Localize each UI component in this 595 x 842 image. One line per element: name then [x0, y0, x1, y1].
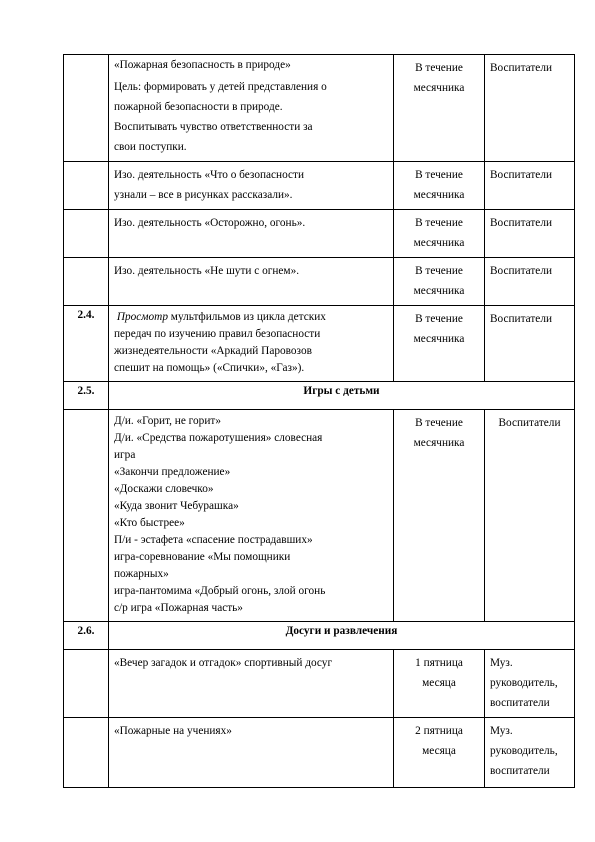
section-row: [64, 622, 575, 650]
timing-cell: [394, 210, 485, 258]
responsible-line: Воспитатели: [490, 313, 553, 325]
table-row: [64, 55, 575, 162]
activity-line: игра-соревнование «Мы помощники: [114, 551, 291, 563]
responsible-line: руководитель,: [490, 677, 558, 689]
timing-line: месяца: [422, 677, 456, 689]
activity-line: [114, 309, 388, 326]
responsible-line: Воспитатели: [490, 169, 553, 181]
timing-cell: [394, 258, 485, 306]
timing-line: 2 пятница: [415, 725, 463, 737]
timing-cell: [394, 306, 485, 382]
responsible-cell: [485, 410, 575, 622]
timing-line: В течение: [415, 62, 463, 74]
row-number-cell: 2.4.: [64, 306, 109, 382]
activity-line: игра: [114, 449, 136, 461]
activity-cell: [109, 258, 394, 306]
activity-line: «Пожарные на учениях»: [114, 725, 232, 737]
activity-line: «Закончи предложение»: [114, 466, 231, 478]
timing-line: месячника: [413, 189, 465, 201]
section-heading: Игры с детьми: [109, 382, 575, 410]
timing-line: 1 пятница: [415, 657, 463, 669]
activity-line-rest: мультфильмов из цикла детских: [167, 311, 326, 323]
activity-line: «Куда звонит Чебурашка»: [114, 500, 239, 512]
responsible-line: Воспитатели: [490, 62, 553, 74]
timing-line: месяца: [422, 745, 456, 757]
timing-line: месячника: [413, 82, 465, 94]
activity-cell: [109, 718, 394, 788]
section-heading: Досуги и развлечения: [109, 622, 575, 650]
responsible-cell: [485, 718, 575, 788]
row-number-cell: 2.5.: [64, 382, 109, 410]
timing-line: В течение: [415, 169, 463, 181]
activity-line: узнали – все в рисунках рассказали».: [114, 189, 293, 201]
table-row: [64, 306, 575, 382]
row-number-cell: [64, 258, 109, 306]
responsible-line: Муз.: [490, 657, 513, 669]
activity-cell: [109, 55, 394, 162]
timing-line: В течение: [415, 313, 463, 325]
activity-line: пожарных»: [114, 568, 169, 580]
timing-line: месячника: [413, 333, 465, 345]
activity-line: передач по изучению правил безопасности: [114, 328, 321, 340]
activity-cell: [109, 410, 394, 622]
activity-line: игра-пантомима «Добрый огонь, злой огонь: [114, 585, 326, 597]
activity-line: Изо. деятельность «Осторожно, огонь».: [114, 217, 306, 229]
activity-line: пожарной безопасности в природе.: [114, 101, 283, 113]
responsible-line: Муз.: [490, 725, 513, 737]
activity-line: Изо. деятельность «Не шути с огнем».: [114, 265, 300, 277]
responsible-cell: [485, 306, 575, 382]
activity-line: свои поступки.: [114, 141, 187, 153]
activity-line: «Доскажи словечко»: [114, 483, 214, 495]
table-row: [64, 210, 575, 258]
timing-line: месячника: [413, 237, 465, 249]
table-row: [64, 650, 575, 718]
timing-cell: [394, 162, 485, 210]
responsible-line: руководитель,: [490, 745, 558, 757]
table-row: [64, 258, 575, 306]
activity-cell: [109, 162, 394, 210]
responsible-cell: [485, 650, 575, 718]
activity-cell: [109, 306, 394, 382]
timing-line: В течение: [415, 217, 463, 229]
activity-cell: [109, 650, 394, 718]
timing-line: месячника: [413, 285, 465, 297]
row-number-cell: [64, 718, 109, 788]
activity-line: «Кто быстрее»: [114, 517, 185, 529]
table-row: [64, 718, 575, 788]
timing-cell: [394, 650, 485, 718]
row-number-cell: [64, 210, 109, 258]
section-row: [64, 382, 575, 410]
responsible-line: воспитатели: [490, 697, 550, 709]
row-number-cell: [64, 410, 109, 622]
activity-line: Цель: формировать у детей представления о: [114, 81, 327, 93]
table-row: [64, 162, 575, 210]
row-number-cell: [64, 55, 109, 162]
activity-line: «Вечер загадок и отгадок» спортивный досуг: [114, 657, 333, 669]
responsible-line: Воспитатели: [490, 265, 553, 277]
activity-line: жизнедеятельности «Аркадий Паровозов: [114, 345, 312, 357]
activity-line: Д/и. «Средства пожаротушения» словесная: [114, 432, 323, 444]
responsible-cell: [485, 210, 575, 258]
activity-line: «Пожарная безопасность в природе»: [114, 59, 291, 71]
responsible-cell: [485, 258, 575, 306]
timing-cell: [394, 55, 485, 162]
row-number-cell: 2.6.: [64, 622, 109, 650]
row-number-cell: [64, 162, 109, 210]
responsible-cell: [485, 162, 575, 210]
timing-cell: [394, 410, 485, 622]
responsible-cell: [485, 55, 575, 162]
timing-cell: [394, 718, 485, 788]
timing-line: В течение: [415, 417, 463, 429]
activity-line: П/и - эстафета «спасение пострадавших»: [114, 534, 313, 546]
responsible-line: воспитатели: [490, 765, 550, 777]
activity-line: с/р игра «Пожарная часть»: [114, 602, 243, 614]
activity-line: Д/и. «Горит, не горит»: [114, 415, 221, 427]
responsible-line: Воспитатели: [498, 417, 561, 429]
timing-line: месячника: [413, 437, 465, 449]
activity-line: Изо. деятельность «Что о безопасности: [114, 169, 305, 181]
responsible-line: Воспитатели: [490, 217, 553, 229]
activity-line: спешит на помощь» («Спички», «Газ»).: [114, 362, 305, 374]
activity-cell: [109, 210, 394, 258]
activity-lead-word: Просмотр: [116, 311, 168, 323]
row-number-cell: [64, 650, 109, 718]
timing-line: В течение: [415, 265, 463, 277]
table-row: [64, 410, 575, 622]
activity-line: Воспитывать чувство ответственности за: [114, 121, 313, 133]
activity-plan-table: [63, 54, 575, 788]
